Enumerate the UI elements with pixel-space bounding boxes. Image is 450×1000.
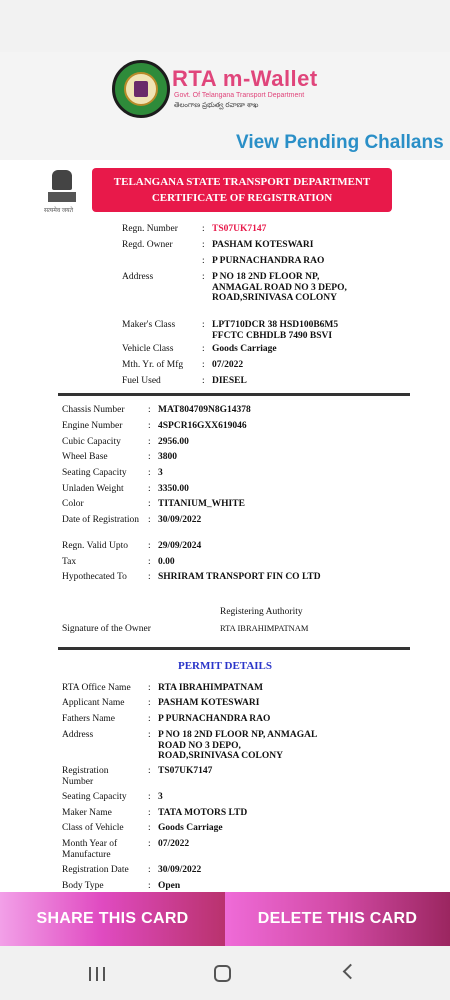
- app-brand-title: RTA m-Wallet: [172, 66, 318, 91]
- banner-line-1: TELANGANA STATE TRANSPORT DEPARTMENT: [113, 176, 371, 188]
- field-label: Hypothecated To: [62, 572, 127, 582]
- owner-signature-label: Signature of the Owner: [62, 624, 151, 634]
- field-value: MAT804709N8G14378: [158, 405, 251, 415]
- field-value: P NO 18 2ND FLOOR NP, ANMAGAL ROAD NO 3 DEPO, ROAD,SRINIVASA COLONY: [158, 730, 317, 761]
- field-value: DIESEL: [212, 376, 247, 386]
- back-icon: [343, 964, 359, 980]
- registering-authority-value: RTA IBRAHIMPATNAM: [220, 623, 309, 633]
- field-label: Vehicle Class: [122, 344, 174, 354]
- field-label: Regn. Valid Upto: [62, 541, 129, 551]
- field-label: Class of Vehicle: [62, 823, 124, 833]
- field-value: RTA IBRAHIMPATNAM: [158, 683, 263, 693]
- home-icon: [214, 965, 231, 982]
- field-value: 0.00: [158, 557, 175, 567]
- field-value: 4SPCR16GXX619046: [158, 421, 247, 431]
- system-nav-bar: [0, 946, 450, 1000]
- field-label: RTA Office Name: [62, 683, 131, 693]
- field-label: Wheel Base: [62, 452, 108, 462]
- field-value: P PURNACHANDRA RAO: [212, 256, 325, 266]
- field-value: 2956.00: [158, 437, 189, 447]
- section-divider: [58, 393, 410, 396]
- registration-certificate: सत्यमेव जयते TELANGANA STATE TRANSPORT DEPARTMENT CERTIFICATE OF REGISTRATION Regn. Number : TS07UK7147 Regd. Owner : PASHAM KOTESWARI : P PURNACHANDRA RAO Address : P NO 18 2ND FLOOR NP, ANMAGAL ROAD NO 3 DEPO, ROAD,SRINIVASA COLONY Maker's Class : LPT710DCR 38 HSD100B6M5 FFCTC CBHDLB 7490 BSVI Vehicle Class : Goods Carriage Mth. Yr. of Mfg : 07/2022 Fuel Used : DIESEL Chassis Number : MAT804709N8G14378 Engine Number : 4SPCR16GXX619046 Cubic Capacity : 2956.00 Wheel Base : 3800 Seating Capacity : 3 Unladen Weight : 3350.00 Color : TITANIUM_WHITE Date of Registration : 30/09/2022 Regn. Valid Upto : 29/09/2024 Tax : 0.00 Hypothecated To : SHRIRAM TRANSPORT FIN CO LTD Registering Authority RTA IBRAHIMPATNAM Signature of the Owner PERMIT DETAILS RTA Office Name : RTA IBRAHIMPATNAM Applicant Name : PASHAM KOTESWARI Fathers Name : P PURNACHANDRA RAO Address : P NO 18 2ND FLOOR NP, ANMAGAL ROAD NO 3 DEPO, ROAD,SRINIVASA COLONY Registration Number : TS07UK7147 Seating Capacity : 3 Maker Name : TATA MOTORS LTD Class of Vehicle : Goods Carriage Month Year of Manufacture : 07/2022 Registration Date : 30/09/2022 Body Type : Open: [0, 160, 450, 892]
- field-label: Seating Capacity: [62, 792, 127, 802]
- field-label: Seating Capacity: [62, 468, 127, 478]
- field-value: 29/09/2024: [158, 541, 202, 551]
- permit-details-title: PERMIT DETAILS: [177, 660, 273, 672]
- field-label: Registration Date: [62, 865, 129, 875]
- field-label: Maker's Class: [122, 320, 176, 330]
- field-value: TS07UK7147: [212, 224, 267, 234]
- app-header: [0, 52, 450, 160]
- delete-card-button[interactable]: DELETE THIS CARD: [225, 892, 450, 946]
- field-label: Mth. Yr. of Mfg: [122, 360, 184, 370]
- emblem-text: सत्यमेव जयते: [44, 208, 74, 214]
- app-brand-subtitle: Govt. Of Telangana Transport Department: [174, 92, 305, 99]
- registering-authority-label: Registering Authority: [220, 607, 303, 617]
- field-value: PASHAM KOTESWARI: [158, 698, 260, 708]
- field-label: Color: [62, 499, 84, 509]
- field-label: Tax: [62, 557, 77, 567]
- app-brand-subtitle-telugu: తెలంగాణ ప్రభుత్వ రవాణా శాఖ: [174, 102, 259, 109]
- field-value: LPT710DCR 38 HSD100B6M5 FFCTC CBHDLB 7490 BSVI: [212, 320, 339, 341]
- field-value: TITANIUM_WHITE: [158, 499, 245, 509]
- field-value: PASHAM KOTESWARI: [212, 240, 314, 250]
- view-pending-challans-link[interactable]: View Pending Challans: [236, 132, 444, 153]
- certificate-banner: [92, 168, 392, 212]
- field-value: 3: [158, 468, 163, 478]
- field-value: P PURNACHANDRA RAO: [158, 714, 271, 724]
- field-label: Month Year of Manufacture: [62, 839, 118, 860]
- field-value: Goods Carriage: [158, 823, 223, 833]
- field-value: 30/09/2022: [158, 865, 202, 875]
- field-value: TATA MOTORS LTD: [158, 808, 248, 818]
- field-value: 07/2022: [158, 839, 190, 849]
- field-label: Unladen Weight: [62, 484, 124, 494]
- status-bar: [0, 0, 450, 52]
- field-label: Address: [122, 272, 154, 282]
- field-value: Goods Carriage: [212, 344, 277, 354]
- field-value: 3800: [158, 452, 177, 462]
- field-value: 3350.00: [158, 484, 189, 494]
- field-label: Date of Registration: [62, 515, 140, 525]
- field-label: Fathers Name: [62, 714, 116, 724]
- telangana-emblem-icon: [112, 60, 170, 118]
- section-divider: [58, 647, 410, 650]
- field-value: Open: [158, 881, 181, 891]
- field-label: Applicant Name: [62, 698, 125, 708]
- field-value: 3: [158, 792, 163, 802]
- field-label: Cubic Capacity: [62, 437, 121, 447]
- field-label: Address: [62, 730, 94, 740]
- field-value: 07/2022: [212, 360, 244, 370]
- field-value: SHRIRAM TRANSPORT FIN CO LTD: [158, 572, 321, 582]
- field-label: Chassis Number: [62, 405, 125, 415]
- home-button[interactable]: [193, 946, 253, 1000]
- field-label: Maker Name: [62, 808, 112, 818]
- banner-line-2: CERTIFICATE OF REGISTRATION: [151, 192, 333, 204]
- recents-icon: [89, 967, 105, 981]
- field-label: Regn. Number: [122, 224, 178, 234]
- field-label: Regd. Owner: [122, 240, 173, 250]
- recent-apps-button[interactable]: [67, 946, 127, 1000]
- field-label: Registration Number: [62, 766, 109, 787]
- field-label: Engine Number: [62, 421, 123, 431]
- field-value: TS07UK7147: [158, 766, 213, 776]
- share-card-button[interactable]: SHARE THIS CARD: [0, 892, 225, 946]
- field-label: Body Type: [62, 881, 104, 891]
- field-value: 30/09/2022: [158, 515, 202, 525]
- field-value: P NO 18 2ND FLOOR NP, ANMAGAL ROAD NO 3 DEPO, ROAD,SRINIVASA COLONY: [212, 272, 347, 303]
- back-button[interactable]: [319, 946, 379, 1000]
- national-emblem-icon: [44, 170, 76, 214]
- field-label: Fuel Used: [122, 376, 161, 386]
